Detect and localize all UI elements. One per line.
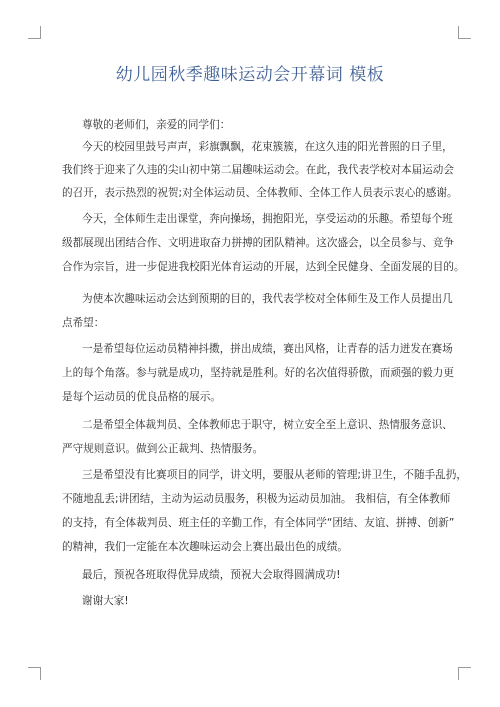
document-title: 幼儿园秋季趣味运动会开幕词 模板: [115, 65, 385, 85]
paragraph-4-line-2: 上的每个角落。参与就是成功，坚持就是胜利。好的名次值得骄傲，而顽强的毅力更: [62, 367, 454, 379]
crop-mark-top-right: [458, 26, 471, 39]
paragraph-2-line-3: 合作为宗旨，进一步促进我校阳光体育运动的开展，达到全民健身、全面发展的目的。: [62, 261, 465, 273]
paragraph-1-line-1: 今天的校园里鼓号声声，彩旗飘飘，花束簇簇，在这久违的阳光普照的日子里，: [82, 141, 453, 153]
paragraph-2-line-1: 今天，全体师生走出课堂，奔向操场，拥抱阳光，享受运动的乐趣。希望每个班: [82, 213, 453, 225]
paragraph-6-line-1: 三是希望没有比赛项目的同学，讲文明，要服从老师的管理;讲卫生，不随手乱扔，: [82, 469, 467, 481]
paragraph-3-line-1: 为使本次趣味运动会达到预期的目的，我代表学校对全体师生及工作人员提出几: [82, 293, 453, 305]
paragraph-5-line-2: 严守规则意识。做到公正裁判、热情服务。: [62, 443, 264, 455]
paragraph-4-line-3: 是每个运动员的优良品格的展示。: [62, 391, 221, 403]
paragraph-4-line-1: 一是希望每位运动员精神抖擞，拼出成绩，赛出风格，让青春的活力迸发在赛场: [82, 343, 453, 355]
thanks-line: 谢谢大家!: [82, 595, 129, 607]
crop-mark-bottom-left: [28, 667, 41, 680]
crop-mark-top-left: [28, 26, 41, 39]
paragraph-6-line-2: 不随地乱丢;讲团结，主动为运动员服务，积极为运动员加油。 我相信，有全体教师: [62, 493, 451, 505]
paragraph-1-line-2: 我们终于迎来了久违的尖山初中第二届趣味运动会。在此，我代表学校对本届运动会: [62, 164, 454, 176]
closing-wishes-line: 最后，预祝各班取得优异成绩，预祝大会取得圆满成功!: [82, 569, 341, 581]
paragraph-1-line-3: 的召开，表示热烈的祝贺;对全体运动员、全体教师、全体工作人员表示衷心的感谢。: [62, 187, 458, 199]
paragraph-3-line-2: 点希望：: [62, 317, 105, 329]
paragraph-2-line-2: 级都展现出团结合作、文明进取奋力拼搏的团队精神。这次盛会，以全员参与、竞争: [62, 237, 454, 249]
greeting-line: 尊敬的老师们，亲爱的同学们：: [82, 119, 231, 131]
paragraph-6-line-3: 的支持，有全体裁判员、班主任的辛勤工作，有全体同学“团结、友谊、拼搏、创新”: [62, 517, 455, 529]
paragraph-6-line-4: 的精神，我们一定能在本次趣味运动会上赛出最出色的成绩。: [62, 541, 349, 553]
paragraph-5-line-1: 二是希望全体裁判员、全体教师忠于职守，树立安全至上意识、热情服务意识、: [82, 419, 453, 431]
crop-mark-bottom-right: [458, 667, 471, 680]
